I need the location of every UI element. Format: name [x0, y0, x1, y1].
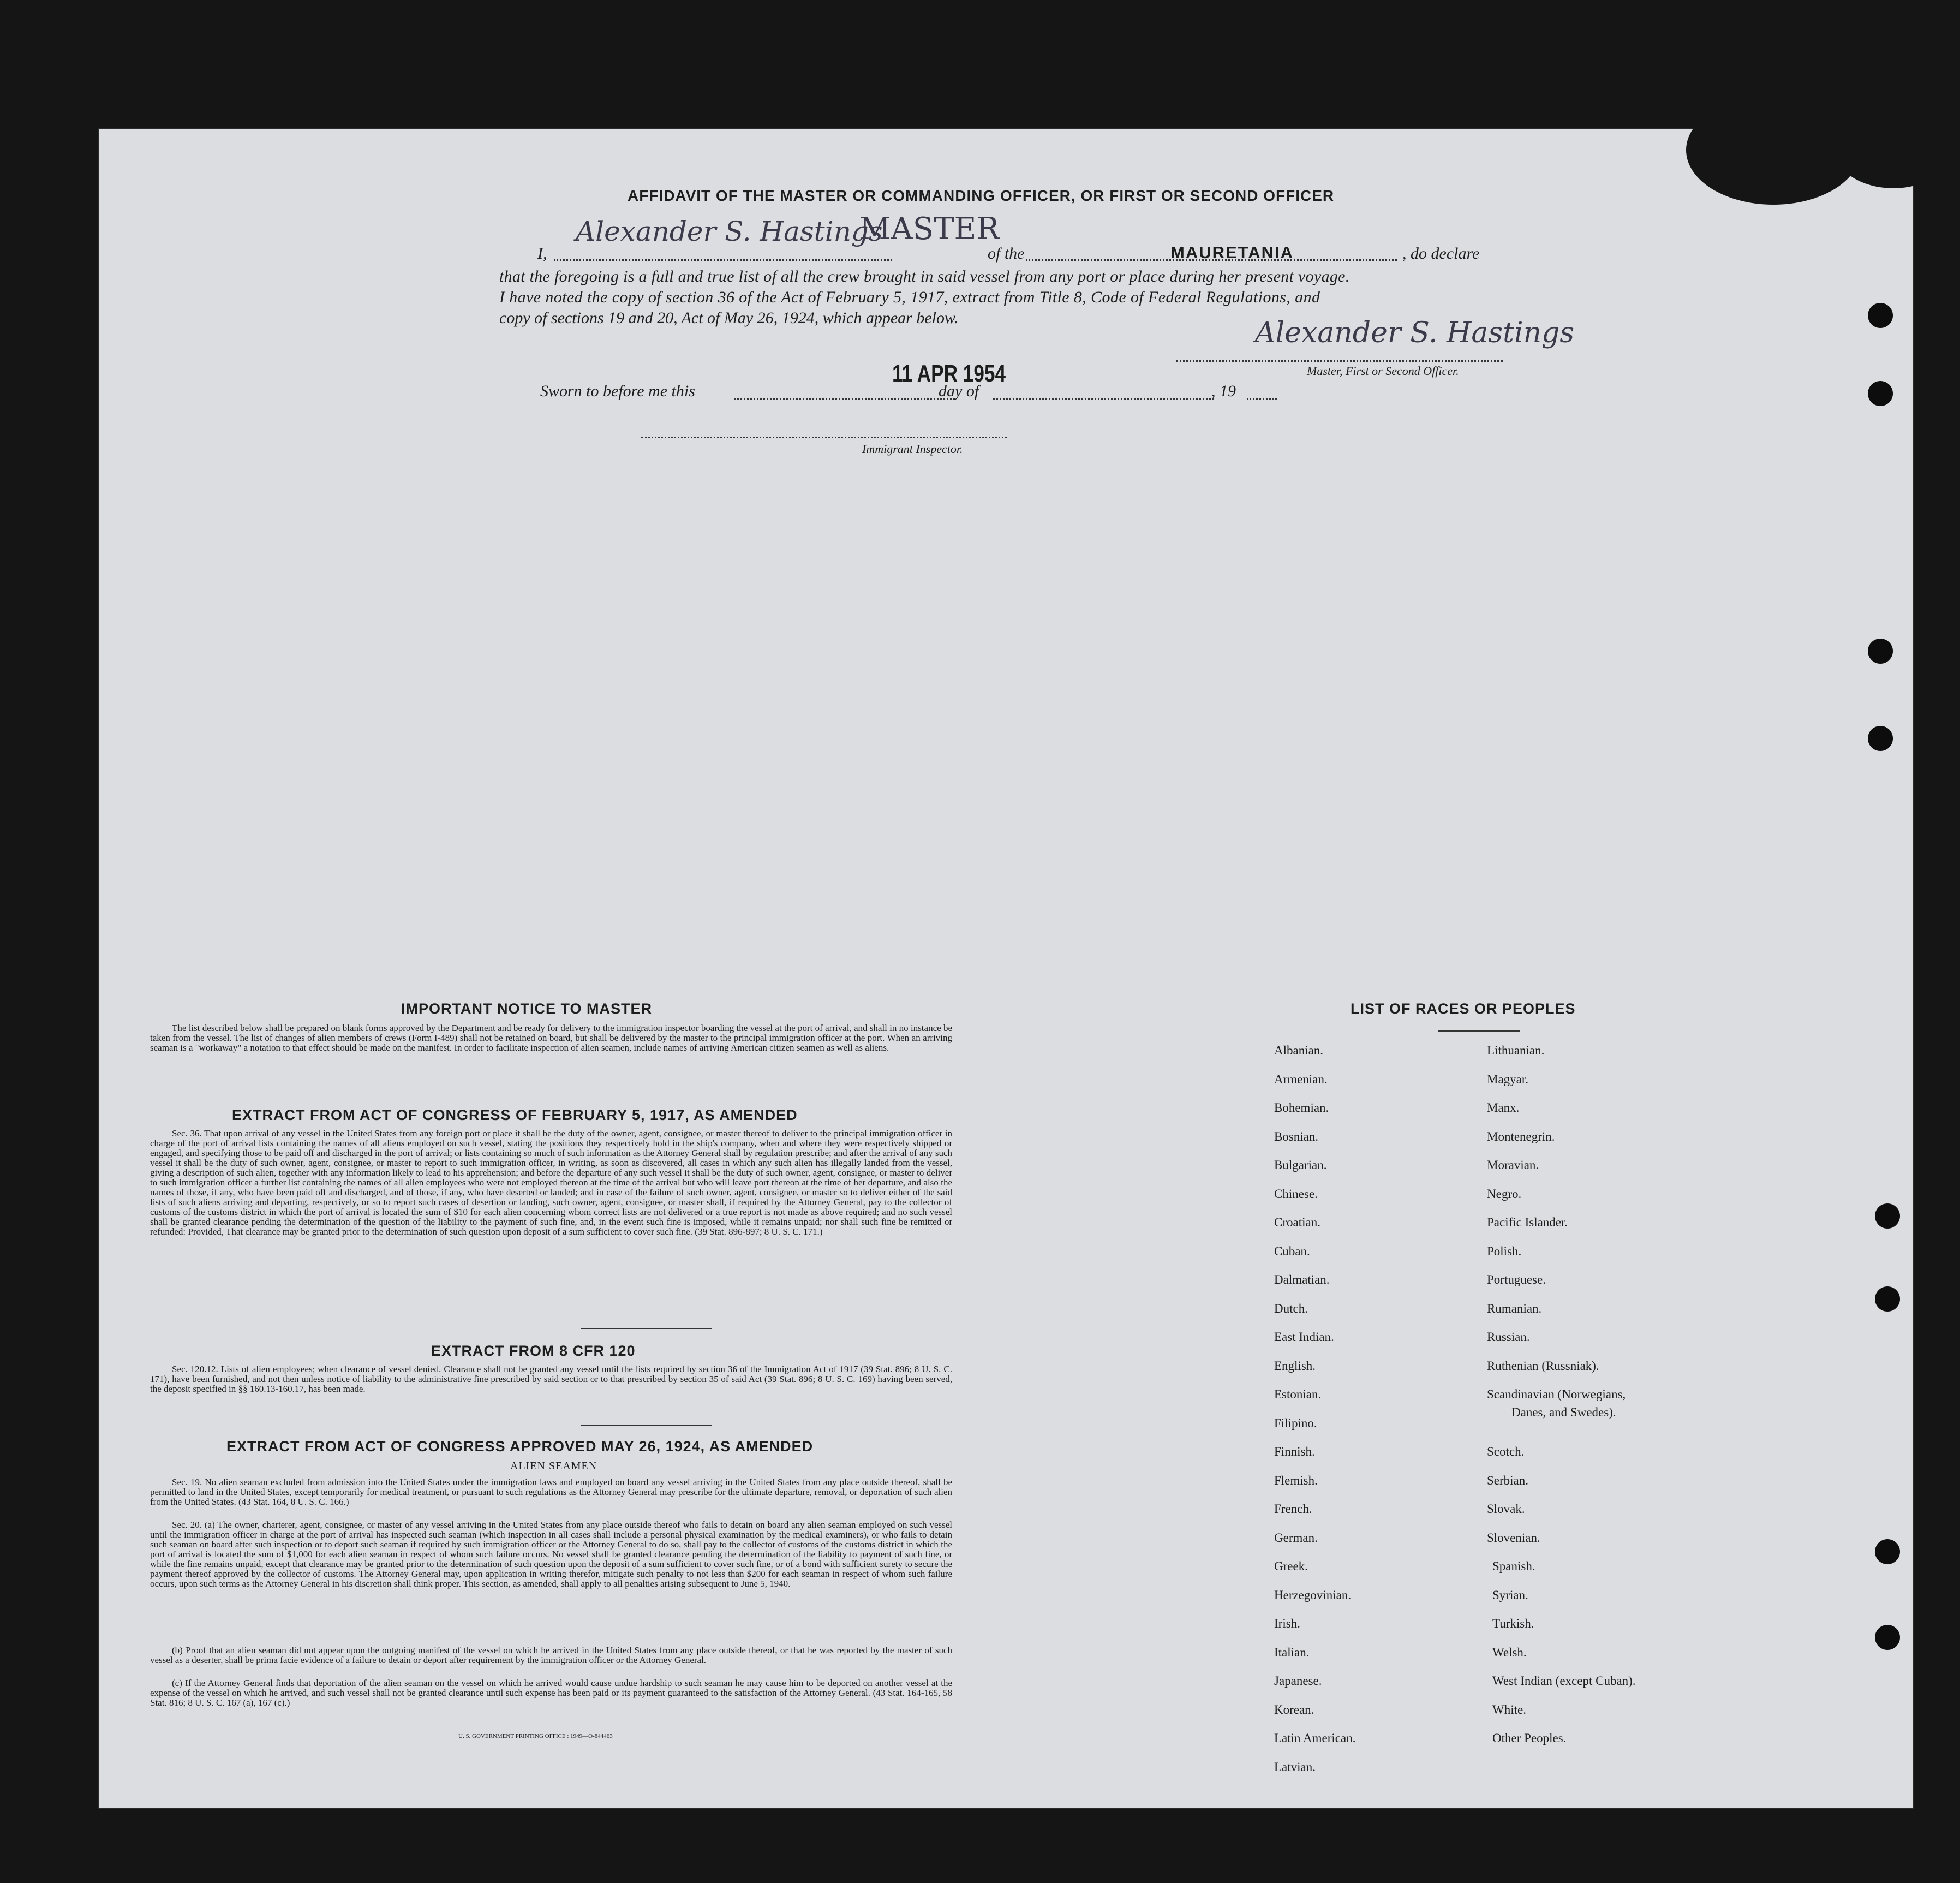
- race-right-12: Ruthenian (Russniak).: [1487, 1359, 1599, 1373]
- day-of-label: day of: [939, 382, 979, 400]
- race-left-14: Filipino.: [1274, 1416, 1317, 1430]
- race-right-22: West Indian (except Cuban).: [1492, 1674, 1636, 1688]
- races-heading: LIST OF RACES OR PEOPLES: [1351, 1000, 1576, 1017]
- race-right-18: Spanish.: [1492, 1559, 1535, 1573]
- race-left-18: German.: [1274, 1531, 1318, 1545]
- extract2-heading: EXTRACT FROM 8 CFR 120: [431, 1343, 636, 1359]
- printer-imprint: U. S. GOVERNMENT PRINTING OFFICE : 1949—O-844463: [458, 1733, 613, 1739]
- race-right-7: Pacific Islander.: [1487, 1215, 1568, 1229]
- race-left-23: Japanese.: [1274, 1674, 1322, 1688]
- extract2-body: Sec. 120.12. Lists of alien employees; when clearance of vessel denied. Clearance shall not be granted any vessel until the lists required by section 36 of the Immigration Act of 1917 (39 Stat. 896; 8 U. S. C. 171), have been furnished, and not then unless notice of liability to the administrative fine prescribed by said section or to that prescribed by section 35 of said Act (39 Stat. 896; 8 U. S. C. 169) having been served, the deposit specified in §§ 160.13-160.17, has been made.: [150, 1364, 952, 1394]
- year-prefix: , 19: [1211, 382, 1236, 400]
- master-signature: Alexander S. Hastings: [576, 216, 883, 247]
- document-page: [98, 128, 1914, 1809]
- extract3-subheading: ALIEN SEAMEN: [510, 1460, 597, 1472]
- date-stamp: 11 APR 1954: [892, 360, 1006, 387]
- punch-hole: [1868, 303, 1893, 328]
- extract3-heading: EXTRACT FROM ACT OF CONGRESS APPROVED MAY 26, 1924, AS AMENDED: [226, 1438, 814, 1455]
- punch-hole: [1875, 1539, 1900, 1564]
- sworn-prefix: Sworn to before me this: [540, 382, 695, 400]
- race-left-21: Irish.: [1274, 1617, 1300, 1630]
- race-right-9: Portuguese.: [1487, 1273, 1546, 1286]
- race-right-20: Turkish.: [1492, 1617, 1534, 1630]
- race-right-10: Rumanian.: [1487, 1302, 1542, 1315]
- divider: [1438, 1030, 1520, 1032]
- affidavit-heading: AFFIDAVIT OF THE MASTER OR COMMANDING OFFICER, OR FIRST OR SECOND OFFICER: [628, 187, 1335, 204]
- affidavit-line-4: copy of sections 19 and 20, Act of May 26, 1924, which appear below.: [499, 309, 959, 327]
- race-right-13b: Danes, and Swedes).: [1511, 1405, 1616, 1419]
- master-signature-line: [1176, 360, 1503, 362]
- punch-hole: [1868, 726, 1893, 751]
- punch-hole: [1875, 1203, 1900, 1229]
- race-right-14: Scotch.: [1487, 1445, 1525, 1458]
- extract1-body: Sec. 36. That upon arrival of any vessel in the United States from any foreign port or place it shall be the duty of the owner, agent, consignee, or master thereof to deliver to the principal immigration officer in charge of the port of arrival lists containing the names of all aliens employed on such vessel, stating the positions they respectively hold in the ship's company, when and where they were respectively shipped or engaged, and specifying those to be paid off and discharged in the port of arrival; or lists containing so much of such information as the Attorney General shall by regulation prescribe; and after the arrival of any such vessel it shall be the duty of such owner, agent, consignee, or master to report to such immigration officer, in writing, as soon as discovered, all cases in which any such alien has illegally landed from the vessel, giving a description of such alien, together with any information likely to lead to his apprehension; and before the departure of any such vessel it shall be the duty of such owner, agent, consignee, or master to deliver to such immigration officer a further list containing the names of all alien employees who were not employed thereon at the time of the arrival but who will leave port thereon at the time of her departure, and also the names of those, if any, who have been paid off and discharged, and of those, if any, who have deserted or landed; and in case of the failure of such owner, agent, consignee, or master so to deliver either of the said lists of such aliens arriving and departing, respectively, or so to report such cases of desertion or landing, such owner, agent, consignee, or master shall, if required by the Attorney General, pay to the collector of customs of the customs district in which the port of arrival is located the sum of $10 for each alien concerning whom correct lists are not delivered or a true report is not made as above required; and no such vessel shall be granted clearance pending the determination of the question of the liability to the payment of such fine, and, in the event such fine is imposed, while it remains unpaid; nor shall such fine be remitted or refunded: Provided, That clearance may be granted prior to the determination of such question upon deposit of a sum sufficient to cover such fine. (39 Stat. 896-897; 8 U. S. C. 171.): [150, 1128, 952, 1237]
- race-left-10: Dutch.: [1274, 1302, 1308, 1315]
- race-left-13: Estonian.: [1274, 1387, 1322, 1401]
- inspector-caption: Immigrant Inspector.: [862, 442, 963, 456]
- punch-hole: [1875, 1286, 1900, 1312]
- do-declare-label: , do declare: [1402, 245, 1480, 263]
- punch-hole: [1868, 639, 1893, 664]
- race-right-23: White.: [1492, 1703, 1526, 1717]
- sec20a-body: Sec. 20. (a) The owner, charterer, agent, consignee, or master of any vessel arriving in the United States from any place outside thereof who fails to detain on board any alien seaman employed on such vessel until the immigration officer in charge at the port of arrival has inspected such seaman (which inspection in all cases shall include a personal physical examination by the medical examiners), or who fails to detain such seaman on board after such inspection or to deport such seaman if required by such immigration officer or the Attorney General to do so, shall pay to the collector of customs of the customs district in which the port of arrival is located the sum of $1,000 for each alien seaman in respect of whom such failure occurs. No vessel shall be granted clearance pending the determination of the liability to payment of such fine, or while the fine remains unpaid, except that clearance may be granted prior to the determination of such question upon the deposit of a sum sufficient to cover such fine, or of a bond with sufficient surety to secure the payment thereof approved by the collector of customs. The Attorney General may, upon application in writing therefor, mitigate such penalty to not less than $200 for each seaman in respect of whom such failure occurs, upon such terms as the Attorney General in his discretion shall think proper. This section, as amended, shall apply to all penalties arising subsequent to June 5, 1940.: [150, 1519, 952, 1589]
- year-line: [1247, 398, 1277, 400]
- notice-heading: IMPORTANT NOTICE TO MASTER: [401, 1000, 652, 1017]
- race-right-16: Slovak.: [1487, 1502, 1525, 1516]
- sec20b-body: (b) Proof that an alien seaman did not appear upon the outgoing manifest of the vessel on which he arrived in the United States from any place outside thereof, or that he was reported by the master of such vessel as a deserter, shall be prima facie evidence of a failure to detain or deport after requirement by the immigration officer or the Attorney General.: [150, 1645, 952, 1665]
- race-right-5: Moravian.: [1487, 1158, 1539, 1172]
- race-left-22: Italian.: [1274, 1646, 1310, 1659]
- race-left-26: Latvian.: [1274, 1760, 1316, 1774]
- race-left-6: Chinese.: [1274, 1187, 1318, 1201]
- punch-hole: [1868, 381, 1893, 406]
- sworn-month-line: [993, 398, 1214, 400]
- race-right-1: Lithuanian.: [1487, 1044, 1545, 1057]
- race-right-2: Magyar.: [1487, 1072, 1529, 1086]
- race-left-12: English.: [1274, 1359, 1316, 1373]
- race-right-11: Russian.: [1487, 1330, 1530, 1344]
- of-the-label: of the: [988, 245, 1025, 263]
- race-right-15: Serbian.: [1487, 1474, 1529, 1487]
- race-left-1: Albanian.: [1274, 1044, 1324, 1057]
- affidavit-line-3: I have noted the copy of section 36 of the Act of February 5, 1917, extract from Title 8, Code of Federal Regulations, and: [499, 288, 1320, 306]
- extract1-heading: EXTRACT FROM ACT OF CONGRESS OF FEBRUARY 5, 1917, AS AMENDED: [232, 1107, 798, 1123]
- race-left-20: Herzegovinian.: [1274, 1588, 1352, 1602]
- race-right-21: Welsh.: [1492, 1646, 1527, 1659]
- race-right-13: Scandinavian (Norwegians,: [1487, 1387, 1626, 1401]
- divider: [581, 1425, 712, 1426]
- race-right-17: Slovenian.: [1487, 1531, 1540, 1545]
- vessel-name: MAURETANIA: [1170, 243, 1294, 262]
- master-signature-2: Alexander S. Hastings: [1255, 317, 1575, 349]
- sec19-body: Sec. 19. No alien seaman excluded from admission into the United States under the immigration laws and employed on board any vessel arriving in the United States from any place outside thereof, shall be permitted to land in the United States, except temporarily for medical treatment, or pursuant to such regulations as the Attorney General may prescribe for the ultimate departure, removal, or deportation of such alien from the United States. (43 Stat. 164, 8 U. S. C. 166.): [150, 1477, 952, 1507]
- notice-body: The list described below shall be prepared on blank forms approved by the Department and be ready for delivery to the immigration inspector boarding the vessel at the port of arrival, and shall in no instance be taken from the vessel. The list of changes of alien members of crews (Form I-489) shall not be retained on board, but shall be delivered by the master to the principal immigration officer at the port. When an arriving seaman is a "workaway" a notation to that effect should be made on the manifest. In order to facilitate inspection of alien seamen, include names of arriving American citizen seamen as well as aliens.: [150, 1023, 952, 1053]
- inspector-signature-line: [641, 437, 1007, 438]
- race-left-9: Dalmatian.: [1274, 1273, 1330, 1286]
- race-left-4: Bosnian.: [1274, 1130, 1319, 1143]
- divider: [581, 1328, 712, 1329]
- title-handwritten: MASTER: [859, 211, 1000, 247]
- race-right-6: Negro.: [1487, 1187, 1522, 1201]
- race-left-16: Flemish.: [1274, 1474, 1318, 1487]
- sec20c-body: (c) If the Attorney General finds that deportation of the alien seaman on the vessel on which he arrived would cause undue hardship to such seaman he may cause him to be deported on another vessel at the expense of the vessel on which he arrived, and such vessel shall not be granted clearance until such expense has been paid or its payment guaranteed to the satisfaction of the Attorney General. (43 Stat. 164-165, 58 Stat. 816; 8 U. S. C. 167 (a), 167 (c).): [150, 1678, 952, 1708]
- race-left-17: French.: [1274, 1502, 1312, 1516]
- name-line: [554, 259, 892, 261]
- race-left-3: Bohemian.: [1274, 1101, 1329, 1115]
- affidavit-i-label: I,: [537, 245, 547, 263]
- race-left-25: Latin American.: [1274, 1731, 1356, 1745]
- race-right-8: Polish.: [1487, 1244, 1522, 1258]
- race-left-2: Armenian.: [1274, 1072, 1328, 1086]
- race-left-19: Greek.: [1274, 1559, 1308, 1573]
- race-left-24: Korean.: [1274, 1703, 1314, 1717]
- race-left-5: Bulgarian.: [1274, 1158, 1327, 1172]
- master-caption: Master, First or Second Officer.: [1307, 364, 1459, 378]
- torn-edge: [1833, 106, 1953, 188]
- race-right-4: Montenegrin.: [1487, 1130, 1555, 1143]
- race-left-11: East Indian.: [1274, 1330, 1334, 1344]
- race-right-19: Syrian.: [1492, 1588, 1528, 1602]
- race-left-8: Cuban.: [1274, 1244, 1310, 1258]
- sworn-day-line: [734, 398, 955, 400]
- race-left-7: Croatian.: [1274, 1215, 1320, 1229]
- affidavit-line-2: that the foregoing is a full and true list of all the crew brought in said vessel from any port or place during her present voyage.: [499, 267, 1350, 285]
- punch-hole: [1875, 1625, 1900, 1650]
- race-right-3: Manx.: [1487, 1101, 1520, 1115]
- race-left-15: Finnish.: [1274, 1445, 1315, 1458]
- race-right-24: Other Peoples.: [1492, 1731, 1567, 1745]
